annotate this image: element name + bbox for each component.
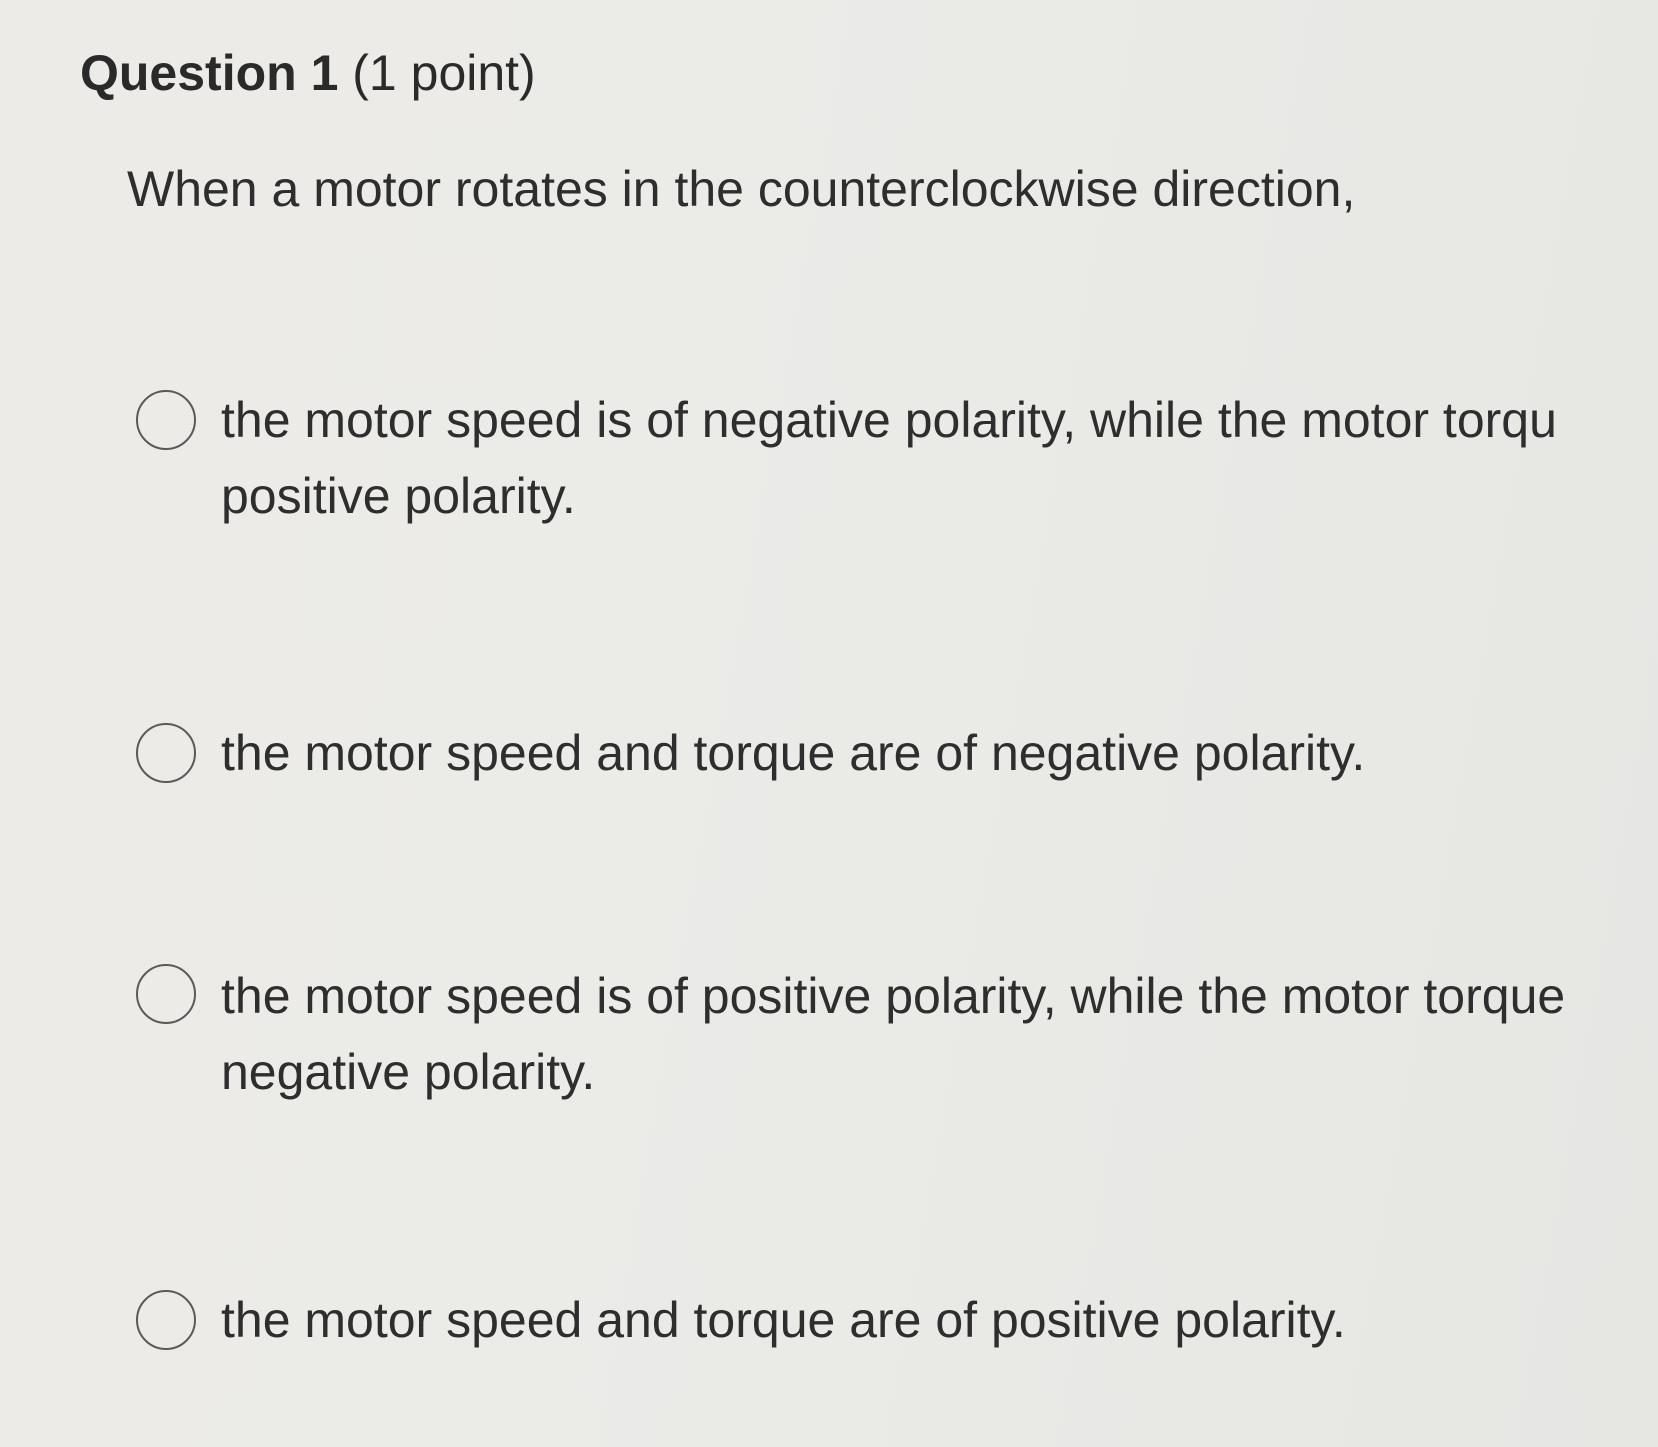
radio-button-option-1[interactable] xyxy=(136,390,196,450)
radio-button-option-4[interactable] xyxy=(136,1290,196,1350)
option-4-label[interactable] xyxy=(221,1282,1346,1358)
option-1-line-2: positive polarity. xyxy=(221,468,576,524)
option-2-label[interactable] xyxy=(221,715,1365,791)
answer-option-2[interactable] xyxy=(136,715,1658,795)
option-1-label[interactable] xyxy=(221,382,1557,532)
option-3-label[interactable] xyxy=(221,958,1565,1108)
question-title xyxy=(80,44,536,102)
answer-option-3[interactable] xyxy=(136,958,1658,1108)
radio-button-option-3[interactable] xyxy=(136,964,196,1024)
answer-option-1[interactable] xyxy=(136,382,1658,532)
option-3-line-1: the motor speed is of positive polarity, while the motor torque xyxy=(221,968,1566,1024)
answer-option-4[interactable] xyxy=(136,1282,1658,1362)
question-points: (1 point) xyxy=(352,45,536,101)
option-1-line-1: the motor speed is of negative polarity, while the motor torqu xyxy=(221,392,1557,448)
option-4-line-1: the motor speed and torque are of positive polarity. xyxy=(221,1292,1346,1348)
question-prompt: When a motor rotates in the counterclockwise direction, xyxy=(127,161,1356,217)
question-number: Question 1 xyxy=(80,45,339,101)
option-2-line-1: the motor speed and torque are of negative polarity. xyxy=(221,725,1366,781)
option-3-line-2: negative polarity. xyxy=(221,1044,596,1100)
radio-button-option-2[interactable] xyxy=(136,723,196,783)
